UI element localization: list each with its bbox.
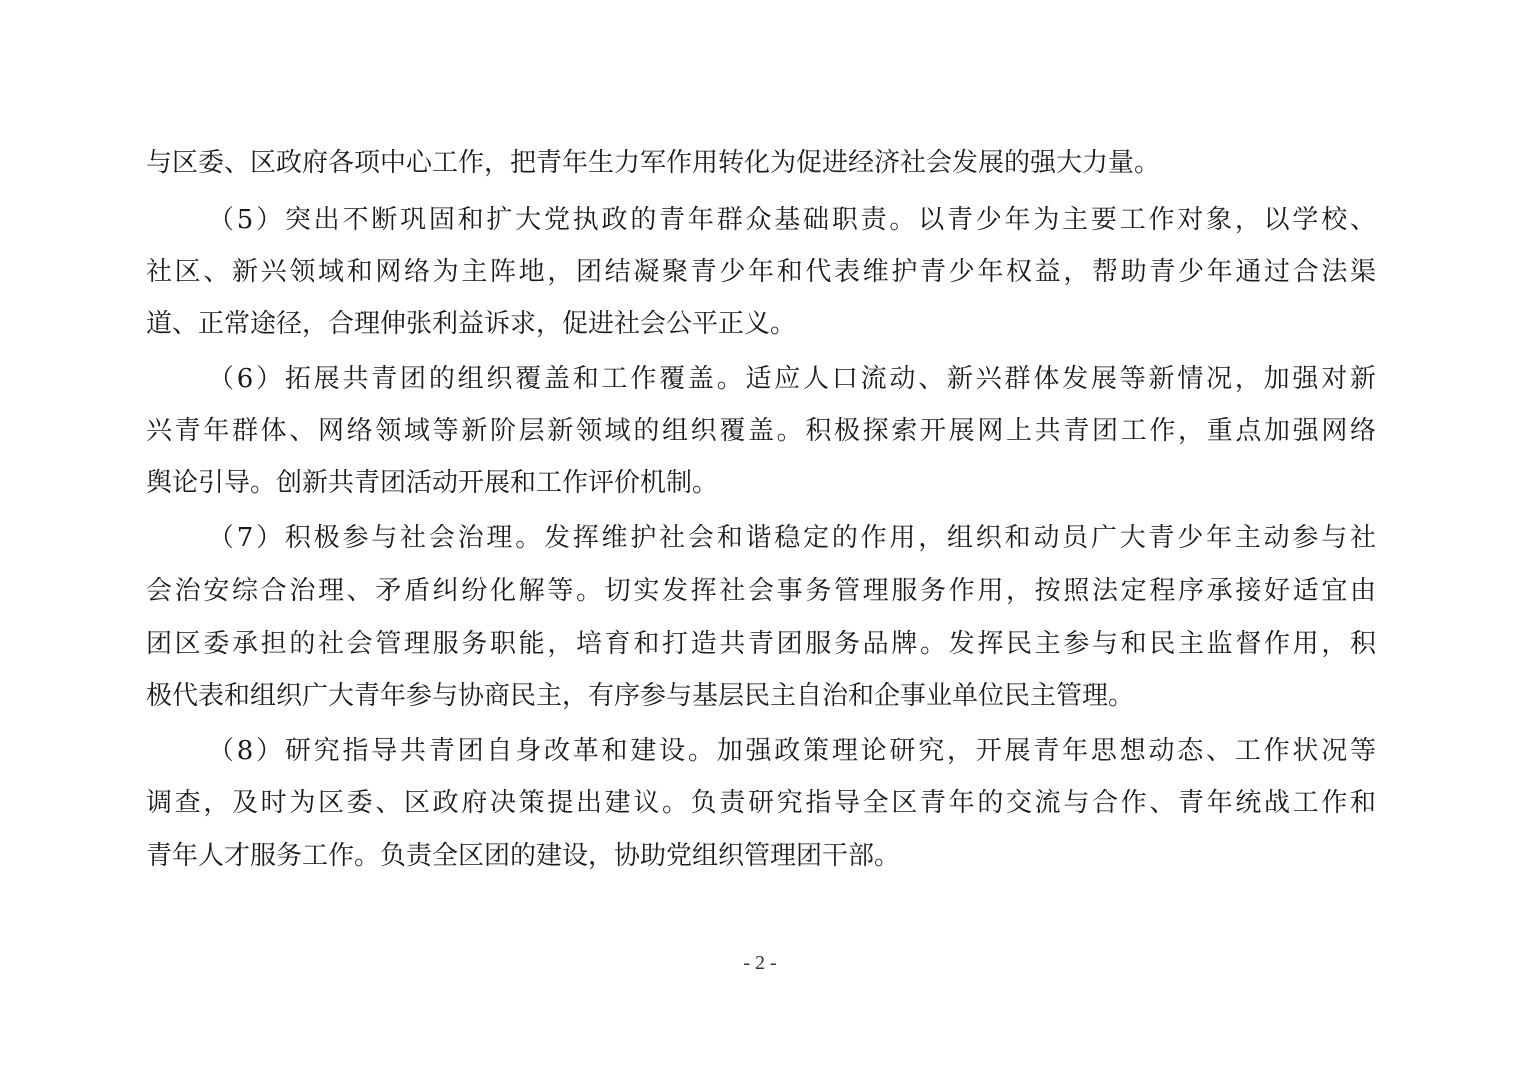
paragraph-6-heading-line: （6）拓展共青团的组织覆盖和工作覆盖。适应人口流动、新兴群体发展等新情况，加强对新 [208,364,1376,394]
text-line: 兴青年群体、网络领域等新阶层新领域的组织覆盖。积极探索开展网上共青团工作，重点加强网络 [146,416,1376,446]
paragraph-5-heading-line: （5）突出不断巩固和扩大党执政的青年群众基础职责。以青少年为主要工作对象，以学校、 [208,205,1376,235]
text-line: 团区委承担的社会管理服务职能，培育和打造共青团服务品牌。发挥民主参与和民主监督作用，积 [146,629,1376,659]
text-line: 会治安综合治理、矛盾纠纷化解等。切实发挥社会事务管理服务作用，按照法定程序承接好适宜由 [146,576,1376,606]
text-line: 社区、新兴领域和网络为主阵地，团结凝聚青少年和代表维护青少年权益，帮助青少年通过合法渠 [146,257,1376,287]
text-line: 与区委、区政府各项中心工作，把青年生力军作用转化为促进经济社会发展的强大力量。 [146,148,1161,178]
text-line: 青年人才服务工作。负责全区团的建设，协助党组织管理团干部。 [146,841,901,871]
text-line: 调查，及时为区委、区政府决策提出建议。负责研究指导全区青年的交流与合作、青年统战工作和 [146,788,1376,818]
page-number: - 2 - [743,952,777,974]
text-line: 极代表和组织广大青年参与协商民主，有序参与基层民主自治和企事业单位民主管理。 [146,681,1135,711]
text-line: 舆论引导。创新共青团活动开展和工作评价机制。 [146,468,719,498]
text-line: 道、正常途径，合理伸张利益诉求，促进社会公平正义。 [146,309,797,339]
paragraph-8-heading-line: （8）研究指导共青团自身改革和建设。加强政策理论研究，开展青年思想动态、工作状况等 [208,736,1376,766]
paragraph-7-heading-line: （7）积极参与社会治理。发挥维护社会和谐稳定的作用，组织和动员广大青少年主动参与社 [208,523,1376,553]
